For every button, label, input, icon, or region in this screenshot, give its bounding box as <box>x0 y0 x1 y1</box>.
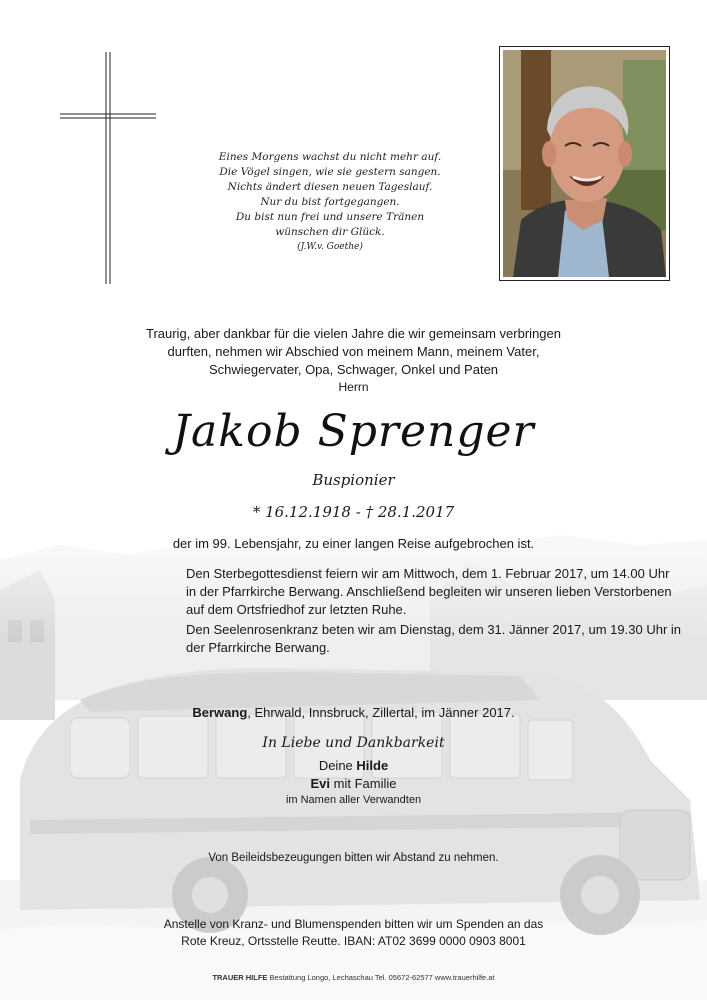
poem-line: Nichts ändert diesen neuen Tageslauf. <box>227 181 433 193</box>
poem-line: Die Vögel singen, wie sie gestern sangen. <box>219 166 441 178</box>
family-line <box>0 758 707 773</box>
funeral-service-text <box>186 565 686 619</box>
poem-line: wünschen dir Glück. <box>275 226 385 238</box>
family-name: Evi <box>310 776 331 791</box>
poem <box>180 150 480 255</box>
intro-line: durften, nehmen wir Abschied von meinem Mann, meinem Vater, <box>167 344 540 359</box>
rosary-line: der Pfarrkirche Berwang. <box>186 640 330 655</box>
cross-icon <box>60 52 156 284</box>
family-line <box>0 776 707 791</box>
relatives-line: im Namen aller Verwandten <box>285 794 422 806</box>
age-text: der im 99. Lebensjahr, zu einer langen Reise aufgebrochen ist. <box>172 536 535 551</box>
poem-line: Nur du bist fortgegangen. <box>260 196 400 208</box>
place-rest: , Ehrwald, Innsbruck, Zillertal, im Jänner 2017. <box>247 705 515 720</box>
deceased-profession: Buspionier <box>312 471 395 489</box>
salutation: Herrn <box>338 380 369 394</box>
rosary-text <box>186 621 686 657</box>
service-line: auf dem Ortsfriedhof zur letzten Ruhe. <box>186 602 407 617</box>
place-and-date <box>0 705 707 720</box>
closing-phrase: In Liebe und Dankbarkeit <box>262 735 445 751</box>
place-bold: Berwang <box>192 705 248 720</box>
footer <box>0 973 707 982</box>
service-line: Den Sterbegottesdienst feiern wir am Mittwoch, dem 1. Februar 2017, um 14.00 Uhr <box>186 566 670 581</box>
service-line: in der Pfarrkirche Berwang. Anschließend begleiten wir unseren lieben Verstorbenen <box>186 584 672 599</box>
deceased-name: Jakob Sprenger <box>172 406 535 457</box>
intro-line: Schwiegervater, Opa, Schwager, Onkel und Paten <box>208 362 499 377</box>
poem-line: Du bist nun frei und unsere Tränen <box>235 211 425 223</box>
footer-contact: Bestattung Longo, Lechaschau Tel. 05672-62577 www.trauerhilfe.at <box>267 973 495 982</box>
portrait-image <box>503 50 666 277</box>
intro-text <box>0 325 707 379</box>
family-suffix: mit Familie <box>330 776 397 791</box>
intro-line: Traurig, aber dankbar für die vielen Jahre die wir gemeinsam verbringen <box>145 326 561 341</box>
poem-line: Eines Morgens wachst du nicht mehr auf. <box>218 151 442 163</box>
rosary-line: Den Seelenrosenkranz beten wir am Dienstag, dem 31. Jänner 2017, um 19.30 Uhr in <box>186 622 682 637</box>
donation-note <box>0 916 707 950</box>
portrait-photo <box>499 46 670 281</box>
footer-brand: TRAUER HILFE <box>212 973 268 982</box>
donation-line: Anstelle von Kranz- und Blumenspenden bitten wir um Spenden an das <box>163 917 544 931</box>
donation-line: Rote Kreuz, Ortsstelle Reutte. IBAN: AT02 3699 0000 0903 8001 <box>181 934 526 948</box>
condolence-note: Von Beileidsbezeugungen bitten wir Abstand zu nehmen. <box>208 852 499 864</box>
family-prefix: Deine <box>318 758 357 773</box>
life-dates: * 16.12.1918 - † 28.1.2017 <box>252 503 455 521</box>
poem-author: (J.W.v. Goethe) <box>297 242 363 252</box>
family-name: Hilde <box>356 758 389 773</box>
